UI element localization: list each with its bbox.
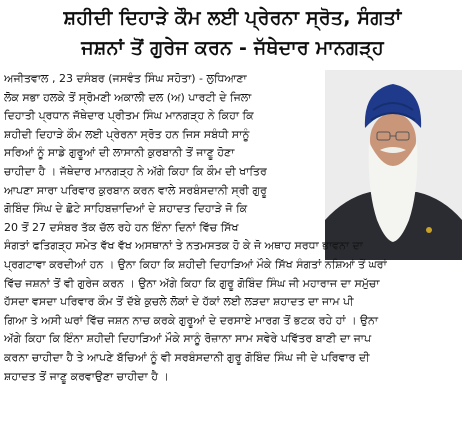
body-line: ਸ਼ਹੀਦੀ ਦਿਹਾੜੇ ਕੌਮ ਲਈ ਪ੍ਰੇਰਨਾ ਸ੍ਰੋਤ ਹਨ ਜਿਸ ਸਬੰਧੀ ਸਾਨੂੰ — [4, 127, 250, 141]
headline-line-2: ਜਸ਼ਨਾਂ ਤੋਂ ਗੁਰੇਜ ਕਰਨ - ਜੱਥੇਦਾਰ ਮਾਨਗੜ੍ਹ — [81, 37, 384, 59]
body-line: 20 ਤੋਂ 27 ਦਸੰਬਰ ਤੱਕ ਚੱਲ ਰਹੇ ਹਨ ਇੰਨਾ ਦਿਨਾਂ ਵਿੱਚ ਸਿੱਖ — [4, 220, 239, 234]
body-line: ਆਪਣਾ ਸਾਰਾ ਪਰਿਵਾਰ ਕੁਰਬਾਨ ਕਰਨ ਵਾਲੇ ਸਰਬੰਸਦਾਨੀ ਸ੍ਰੀ ਗੁਰੂ — [4, 183, 267, 197]
body-line: ਸੰਗਤਾਂ ਫਤਿਗੜ੍ਹ ਸਮੇਤ ਵੱਖ ਵੱਖ ਅਸਥਾਨਾਂ ਤੇ ਨਤਮਸਤਕ ਹੋ ਕੇ ਜੋ ਅਥਾਹ ਸਰਧਾ ਭਾਵਨਾ ਦਾ — [4, 239, 363, 253]
body-line: ਚਾਹੀਦਾ ਹੈ । ਜੱਥੇਦਾਰ ਮਾਨਗੜ੍ਹ ਨੇ ਅੱਗੇ ਕਿਹਾ ਕਿ ਕੌਮ ਦੀ ਖਾਤਿਰ — [4, 164, 267, 178]
body-line: ਹੱਸਦਾ ਵਸਦਾ ਪਰਿਵਾਰ ਕੌਮ ਤੋਂ ਦੱਬੇ ਕੁਚਲੇ ਲੋਕਾਂ ਦੇ ਹੱਕਾਂ ਲਈ ਲੜਦਾ ਸ਼ਹਾਦਤ ਦਾ ਜਾਮ ਪੀ — [4, 295, 354, 309]
body-line: ਸਰਿਆਂ ਨੂੰ ਸਾਡੇ ਗੁਰੂਆਂ ਦੀ ਲਾਸਾਨੀ ਕੁਰਬਾਨੀ ਤੋਂ ਜਾਣੂ ਹੋਣਾ — [4, 146, 235, 160]
body-line: ਗਿਆ ਤੇ ਅਸੀ ਘਰਾਂ ਵਿੱਚ ਜਸ਼ਨ ਨਾਚ ਕਰਕੇ ਗੁਰੂਆਂ ਦੇ ਦਰਸਾਏ ਮਾਰਗ ਤੋਂ ਭਟਕ ਰਹੇ ਹਾਂ । ਉਨਾ — [4, 313, 379, 327]
body-line: ਕਰਨਾ ਚਾਹੀਦਾ ਹੈ ਤੇ ਆਪਣੇ ਬੱਚਿਆਂ ਨੂੰ ਵੀ ਸਰਬੰਸਦਾਨੀ ਗੁਰੂ ਗੋਬਿੰਦ ਸਿੰਘ ਜੀ ਦੇ ਪਰਿਵਾਰ ਦੀ — [4, 350, 370, 364]
body-line: ਅੱਗੇ ਕਿਹਾ ਕਿ ਇੰਨਾ ਸ਼ਹੀਦੀ ਦਿਹਾੜਿਆਂ ਮੌਕੇ ਸਾਨੂੰ ਰੋਜ਼ਾਨਾ ਸਾਮ ਸਵੇਰੇ ਪਵਿੱਤਰ ਬਾਣੀ ਦਾ ਜਾਪ — [4, 332, 372, 346]
article-body — [4, 70, 461, 386]
body-line: ਵਿੱਚ ਜਸ਼ਨਾਂ ਤੋਂ ਵੀ ਗੁਰੇਜ ਕਰਨ । ਉਨਾ ਅੱਗੇ ਕਿਹਾ ਕਿ ਗੁਰੂ ਗੋਬਿੰਦ ਸਿੰਘ ਜੀ ਮਹਾਰਾਜ ਦਾ ਸਮੁੱਚਾ — [4, 276, 380, 290]
headline-line-1: ਸ਼ਹੀਦੀ ਦਿਹਾੜੇ ਕੌਮ ਲਈ ਪ੍ਰੇਰਨਾ ਸ੍ਰੋਤ, ਸੰਗਤਾਂ — [63, 7, 402, 29]
body-line: ਪ੍ਰਗਟਾਵਾ ਕਰਦੀਆਂ ਹਨ । ਉਨਾ ਕਿਹਾ ਕਿ ਸ਼ਹੀਦੀ ਦਿਹਾੜਿਆਂ ਮੌਕੇ ਸਿੱਖ ਸੰਗਤਾਂ ਨਸ਼ਿਆਂ ਤੋਂ ਘਰਾਂ — [4, 257, 387, 271]
body-line: ਲੋਕ ਸਭਾ ਹਲਕੇ ਤੋਂ ਸ੍ਰੋਮਣੀ ਅਕਾਲੀ ਦਲ (ਅ) ਪਾਰਟੀ ਦੇ ਜਿਲਾ — [4, 90, 252, 104]
body-line: ਸ਼ਹਾਦਤ ਤੋਂ ਜਾਣੂ ਕਰਵਾਉਣਾ ਚਾਹੀਦਾ ਹੈ । — [4, 369, 169, 383]
body-line: ਦਿਹਾਤੀ ਪ੍ਰਧਾਨ ਜੱਥੇਦਾਰ ਪ੍ਰੀਤਮ ਸਿੰਘ ਮਾਨਗੜ੍ਹ ਨੇ ਕਿਹਾ ਕਿ — [4, 109, 254, 123]
body-line: ਅਜੀਤਵਾਲ , 23 ਦਸੰਬਰ (ਜਸਵੰਤ ਸਿੰਘ ਸਹੋਤਾ) - ਲੁਧਿਆਣਾ — [4, 72, 247, 85]
headline — [4, 3, 461, 63]
body-line: ਗੋਬਿੰਦ ਸਿੰਘ ਦੇ ਛੋਟੇ ਸਾਹਿਬਜ਼ਾਦਿਆਂ ਦੇ ਸ਼ਹਾਦਤ ਦਿਹਾੜੇ ਜੋ ਕਿ — [4, 202, 248, 216]
